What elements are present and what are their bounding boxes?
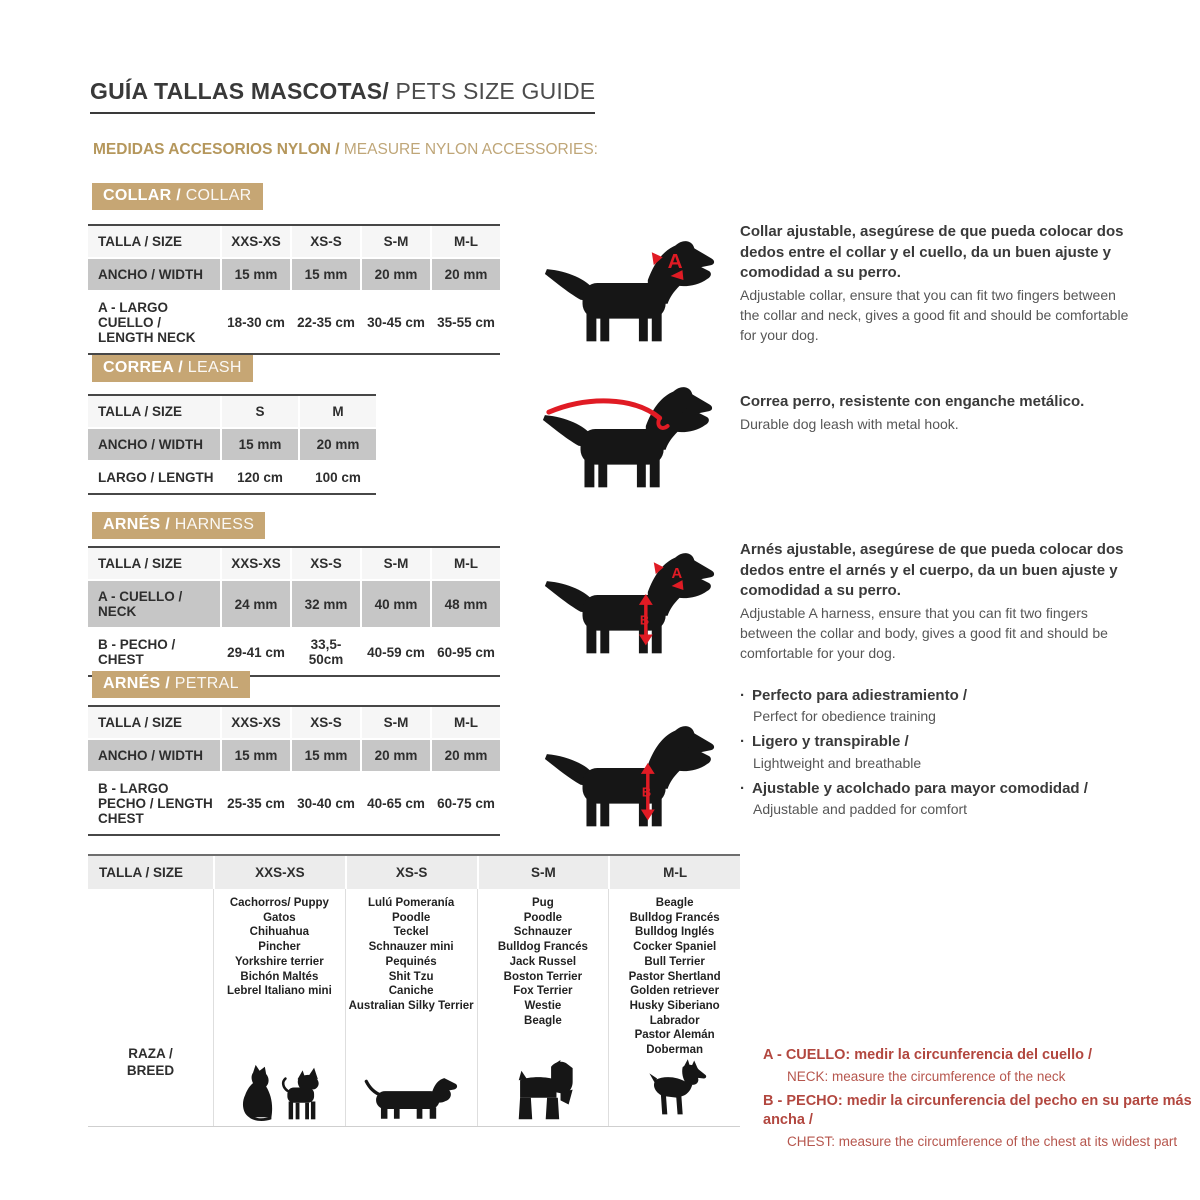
table-cell: ANCHO / WIDTH (98, 748, 203, 763)
table-cell: 15 mm (220, 429, 298, 460)
table-header-cell: M (298, 396, 376, 427)
table-cell: 40-59 cm (360, 629, 430, 675)
breed-list (480, 896, 607, 1028)
badge-label-en: LEASH (183, 359, 242, 376)
badge-label-en: HARNESS (170, 516, 255, 533)
breed-item: Beagle (524, 1014, 562, 1027)
badge-label-en: COLLAR (180, 187, 252, 204)
table-header-cell: XS-S (290, 548, 360, 579)
table-row (88, 548, 500, 579)
breed-item: Bichón Maltés (240, 970, 319, 983)
table-cell: 20 mm (430, 259, 500, 290)
dachshund-icon (363, 1070, 459, 1122)
breed-item: Schnauzer (513, 926, 572, 939)
breed-item: Poodle (391, 911, 431, 924)
silhouette-row (611, 1058, 738, 1122)
breed-item: Gatos (263, 911, 296, 924)
breed-item: Husky Siberiano (629, 1000, 720, 1013)
dog-collar-illustration (537, 212, 725, 344)
bullet-icon: · (740, 779, 745, 797)
table-row (88, 396, 376, 427)
table-row (88, 292, 500, 353)
breed-item: Schnauzer mini (368, 941, 454, 954)
leash-section-badge (92, 355, 253, 382)
breed-size-table (88, 854, 740, 1127)
table-cell: 120 cm (220, 462, 298, 493)
page-subtitle-en: MEASURE NYLON ACCESSORIES: (339, 141, 598, 158)
feature-item-es (740, 779, 1132, 799)
table-cell: A - LARGO CUELLO / LENGTH NECK (98, 300, 196, 345)
petral-section-badge (92, 671, 250, 698)
table-cell: 30-40 cm (290, 773, 360, 834)
marker-a-label: A (667, 250, 683, 274)
silhouette-row (480, 1058, 607, 1122)
description-en: Adjustable collar, ensure that you can fit two fingers between the collar and neck, gives a good fit and should be comfortable for your dog. (740, 287, 1129, 343)
harness-section-badge (92, 512, 265, 539)
table-cell: 20 mm (360, 259, 430, 290)
note-en: CHEST: measure the circumference of the chest at its widest part (787, 1134, 1178, 1150)
table-header-cell: TALLA / SIZE (98, 234, 182, 249)
table-row (88, 629, 500, 675)
breed-item: Pastor Shertland (628, 970, 721, 983)
breed-item: Pincher (258, 941, 301, 954)
schnauzer-icon (512, 1060, 574, 1122)
breed-item: Caniche (388, 985, 434, 998)
breed-item: Labrador (649, 1014, 700, 1027)
note-en: NECK: measure the circumference of the neck (787, 1068, 1066, 1084)
feature-item-es (740, 732, 1132, 752)
table-cell: 29-41 cm (220, 629, 290, 675)
harness-description (740, 540, 1132, 664)
feature-text-es: Perfecto para adiestramiento / (752, 687, 968, 704)
table-header-cell: M-L (430, 226, 500, 257)
description-es: Correa perro, resistente con enganche metálico. (740, 393, 1085, 410)
table-cell: 35-55 cm (430, 292, 500, 353)
breed-item: Yorkshire terrier (235, 955, 324, 968)
collar-section-badge (92, 183, 263, 210)
page-title (90, 78, 595, 114)
table-cell: ANCHO / WIDTH (98, 267, 203, 282)
breed-item: Australian Silky Terrier (348, 1000, 474, 1013)
table-header-cell: TALLA / SIZE (98, 556, 182, 571)
table-cell: 20 mm (430, 740, 500, 771)
table-row (88, 257, 500, 292)
petral-feature-list (740, 686, 1132, 825)
table-header-cell: XXS-XS (220, 226, 290, 257)
dog-leash-illustration (535, 358, 723, 490)
table-cell: 48 mm (430, 581, 500, 627)
breed-item: Doberman (646, 1044, 704, 1057)
page-title-es: GUÍA TALLAS MASCOTAS/ (90, 78, 389, 104)
table-header-cell: XXS-XS (213, 856, 345, 889)
breed-list (611, 896, 738, 1058)
table-row (88, 707, 500, 738)
badge-label-es: ARNÉS / (103, 516, 170, 533)
dog-petral-illustration (537, 697, 725, 829)
table-header-cell: TALLA / SIZE (98, 715, 182, 730)
collar-size-table (88, 224, 500, 355)
table-cell: 20 mm (360, 740, 430, 771)
breed-item: Lulú Pomeranía (367, 897, 455, 909)
table-row (88, 427, 376, 462)
table-header-cell: XS-S (345, 856, 477, 889)
table-cell: 32 mm (290, 581, 360, 627)
table-header-cell: S-M (360, 226, 430, 257)
table-header-cell: S-M (360, 548, 430, 579)
feature-text-es: Ajustable y acolchado para mayor comodidad / (752, 779, 1088, 797)
table-header-cell: TALLA / SIZE (98, 404, 182, 419)
breed-item: Golden retriever (630, 985, 720, 998)
harness-size-table (88, 546, 500, 677)
table-cell: 60-95 cm (430, 629, 500, 675)
dog-harness-illustration (537, 524, 725, 656)
table-cell: 60-75 cm (430, 773, 500, 834)
description-es: Collar ajustable, asegúrese de que pueda colocar dos dedos entre el collar y el cuello, da un buen ajuste y comodidad a su perro. (740, 223, 1124, 282)
bullet-icon: · (740, 733, 745, 751)
table-cell: 100 cm (298, 462, 376, 493)
breed-item: Boston Terrier (503, 970, 583, 983)
breed-column-xs-s (345, 889, 477, 1126)
table-header-cell: M-L (608, 856, 740, 889)
breed-item: Bulldog Francés (629, 911, 720, 924)
breed-item: Pequinés (385, 955, 437, 968)
table-cell: 15 mm (290, 259, 360, 290)
table-cell: 15 mm (220, 259, 290, 290)
breed-item: Westie (524, 1000, 562, 1013)
description-en: Adjustable A harness, ensure that you can fit two fingers between the collar and body, gives a good fit and should be comfortable for your dog. (740, 605, 1108, 661)
table-header-cell: XS-S (290, 707, 360, 738)
marker-b-label: B (639, 612, 650, 628)
feature-text-es: Ligero y transpirable / (752, 733, 909, 751)
breed-item: Jack Russel (509, 955, 577, 968)
table-cell: 24 mm (220, 581, 290, 627)
table-row (88, 226, 500, 257)
table-cell: B - LARGO PECHO / LENGTH CHEST (98, 781, 213, 826)
badge-label-es: CORREA / (103, 359, 184, 376)
breed-column-xxs-xs (213, 889, 345, 1126)
breed-item: Fox Terrier (513, 985, 573, 998)
breed-item: Pug (532, 897, 554, 909)
table-cell: 40 mm (360, 581, 430, 627)
breed-column-s-m (477, 889, 609, 1126)
breed-table-header (88, 856, 740, 889)
breed-item: Teckel (393, 926, 429, 939)
table-cell: B - PECHO / CHEST (98, 637, 176, 667)
breed-item: Poodle (523, 911, 563, 924)
badge-label-en: PETRAL (170, 675, 239, 692)
collar-description (740, 222, 1132, 346)
table-header-cell: XS-S (290, 226, 360, 257)
measurement-notes (763, 1046, 1193, 1158)
description-en: Durable dog leash with metal hook. (740, 415, 959, 432)
table-cell: 18-30 cm (220, 292, 290, 353)
table-header-cell: M-L (430, 707, 500, 738)
table-cell: 15 mm (220, 740, 290, 771)
description-es: Arnés ajustable, asegúrese de que pueda colocar dos dedos entre el arnés y el cuerpo, da un buen ajuste y comodidad a su perro. (740, 541, 1124, 600)
badge-label-es: COLLAR / (103, 187, 181, 204)
table-cell: 30-45 cm (360, 292, 430, 353)
breed-column-m-l (608, 889, 740, 1126)
breed-row-label: RAZA / BREED (126, 1045, 175, 1079)
breed-item: Chihuahua (249, 926, 310, 939)
badge-label-es: ARNÉS / (103, 675, 170, 692)
table-header-cell: S (220, 396, 298, 427)
doberman-icon (643, 1058, 707, 1122)
breed-item: Bulldog Inglés (635, 926, 715, 939)
chihuahua-icon (281, 1067, 323, 1122)
silhouette-row (216, 1058, 343, 1122)
table-cell: 25-35 cm (220, 773, 290, 834)
cat-icon (236, 1064, 274, 1122)
feature-item-en: Lightweight and breathable (753, 754, 922, 771)
leash-size-table (88, 394, 376, 495)
breed-item: Beagle (655, 897, 694, 909)
feature-item-es (740, 686, 1132, 706)
table-header-cell: TALLA / SIZE (99, 865, 183, 880)
note-es: B - PECHO: medir la circunferencia del pecho en su parte más ancha / (763, 1093, 1192, 1129)
leash-description (740, 392, 1132, 435)
table-cell: A - CUELLO / NECK (98, 589, 183, 619)
table-header-cell: M-L (430, 548, 500, 579)
table-row (88, 579, 500, 629)
breed-item: Shit Tzu (388, 970, 434, 983)
breed-item: Cocker Spaniel (633, 941, 717, 954)
leash-line (549, 401, 660, 418)
breed-list (216, 896, 343, 999)
note-es: A - CUELLO: medir la circunferencia del cuello / (763, 1047, 1093, 1063)
table-row (88, 738, 500, 773)
table-row (88, 462, 376, 493)
table-header-cell: S-M (360, 707, 430, 738)
feature-item-en: Adjustable and padded for comfort (753, 801, 968, 818)
page-subtitle (93, 141, 598, 159)
breed-table-body (88, 889, 740, 1127)
breed-item: Pastor Alemán (634, 1029, 715, 1042)
table-row (88, 773, 500, 834)
breed-item: Bulldog Francés (497, 941, 588, 954)
table-header-cell: S-M (477, 856, 609, 889)
table-cell: ANCHO / WIDTH (98, 437, 203, 452)
feature-item-en: Perfect for obedience training (753, 708, 936, 725)
table-header-cell: XXS-XS (220, 707, 290, 738)
breed-item: Bull Terrier (644, 955, 705, 968)
marker-b-label: B (641, 784, 652, 800)
table-cell: LARGO / LENGTH (98, 470, 214, 485)
table-cell: 33,5-50cm (290, 629, 360, 675)
petral-size-table (88, 705, 500, 836)
breed-item: Lebrel Italiano mini (226, 985, 332, 998)
table-header-cell: XXS-XS (220, 548, 290, 579)
bullet-icon: · (740, 687, 745, 704)
breed-item: Cachorros/ Puppy (229, 897, 329, 909)
table-cell: 15 mm (290, 740, 360, 771)
table-cell: 40-65 cm (360, 773, 430, 834)
page-title-en: PETS SIZE GUIDE (388, 78, 596, 104)
table-cell: 20 mm (298, 429, 376, 460)
silhouette-row (348, 1058, 475, 1122)
breed-list (348, 896, 475, 1014)
page-subtitle-es: MEDIDAS ACCESORIOS NYLON / (93, 141, 340, 158)
table-cell: 22-35 cm (290, 292, 360, 353)
marker-a-label: A (671, 566, 683, 583)
